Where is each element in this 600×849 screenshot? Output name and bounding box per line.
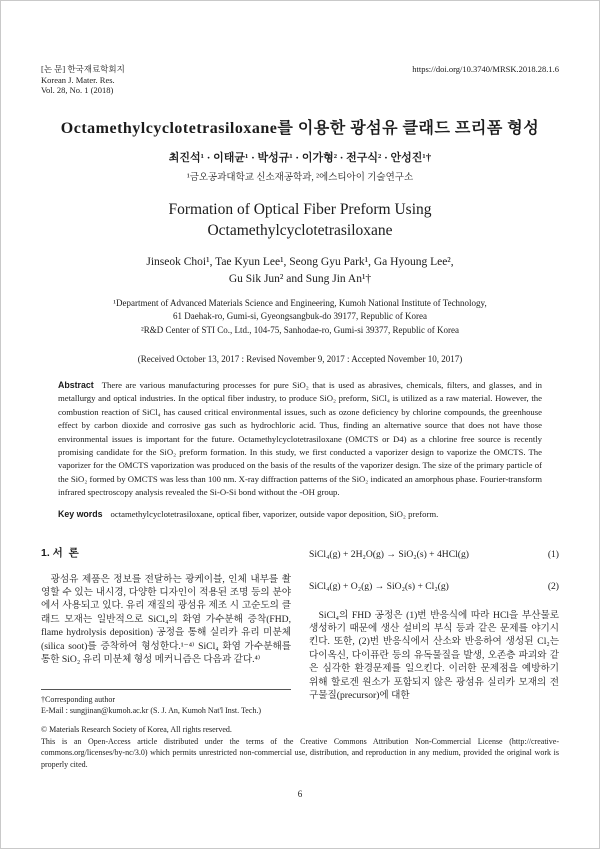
equation-1-number: (1) [547, 548, 559, 560]
keywords-text: octamethylcyclotetrasiloxane, optical fiber, vaporizer, outside vapor deposition, SiO₂ preform. [110, 508, 439, 519]
authors-english-line2: Gu Sik Jun² and Sung Jin An¹† [228, 272, 372, 285]
abstract-label: Abstract [58, 380, 94, 390]
equation-2-number: (2) [547, 580, 559, 592]
authors-korean: 최진석¹ · 이태균¹ · 박성규¹ · 이가형² · 전구식² · 안성진¹† [168, 151, 432, 164]
title-english [41, 199, 559, 241]
page-number: 6 [297, 789, 303, 799]
equation-2 [309, 581, 559, 592]
authors-english [41, 254, 559, 288]
received-dates: (Received October 13, 2017 : Revised November 9, 2017 : Accepted November 10, 2017) [137, 354, 463, 364]
journal-name-en: Korean J. Mater. Res. [41, 74, 115, 85]
page-header [41, 64, 559, 96]
corresponding-author-note: †Corresponding author [41, 695, 115, 704]
title-korean: Octamethylcyclotetrasiloxane를 이용한 광섬유 클래드 프리폼 형성 [60, 119, 540, 137]
section-1-heading: 1. 서 론 [41, 546, 79, 559]
affiliation2: ²R&D Center of STI Co., Ltd., 104-75, Sanhodae-ro, Gumi-si 39377, Republic of Korea [141, 324, 459, 335]
affiliation-korean: ¹금오공과대학교 신소재공학과, ²에스티아이 기술연구소 [186, 172, 414, 183]
section-1-left-paragraph: 광섬유 제품은 정보를 전달하는 광케이블, 인체 내부를 촬영할 수 있는 내시경, 다양한 디자인이 적용된 조명 등의 분야에서 사용되고 있다. 유리 재질의 광섬유 제조 시 고순도의 클래드 모재는 일반적으로 SiCl₄의 화염 가수분해 증착(FHD, flame hydrolysis deposition) 공정을 통해 실리카 유리 미분체(silica soot)를 증착하여 형성한다.¹⁻⁴⁾ SiCl₄ 화염 가수분해를 통한 SiO₂ 유리 미분체 형성 메커니즘은 다음과 같다.⁴⁾ [41, 573, 291, 666]
authors-english-line1: Jinseok Choi¹, Tae Kyun Lee¹, Seong Gyu Park¹, Ga Hyoung Lee², [146, 255, 454, 268]
affiliations-english [41, 297, 559, 338]
journal-category: [논 문] 한국재료학회지 [41, 64, 125, 74]
affiliation1-line1: ¹Department of Advanced Materials Science and Engineering, Kumoh National Institute of Technology, [113, 297, 487, 308]
journal-volume: Vol. 28, No. 1 (2018) [41, 85, 114, 95]
keywords-line [58, 509, 542, 519]
abstract-text: There are various manufacturing processes for pure SiO₂ that is used as abrasives, chemicals, filters, and glasses, and in metallurgy and optical industries. In the optical fiber industry, to produce SiO₂ preform, SiCl₄ is utilized as a raw material. However, the combustion reaction of SiCl₄ has caused critical environmental issues, such as ozone deficiency by chlorine compounds, the greenhouse effect by carbon dioxide and corrosive gas such as hydrochloric acid. Thus, finding an alternative source that does not have those environmental issues is important for the future. Octamethylcyclotetrasiloxane (OMCTS or D4) as a chlorine free source is recently promising candidate for the SiO₂ preform formation. In this study, we first conducted a vaporizer design to vaporize the OMCTS. The vaporizer for the OMCTS vaporization was produced on the basis of the results of the vaporizer design. The size of the primary particle of the SiO₂ formed by OMCTS was less than 100 nm. X-ray diffraction patterns of the SiO₂ indicated an amorphous phase. Fourier-transform infrared spectroscopy analysis revealed the Si-O-Si bond without the -OH group. [58, 380, 542, 498]
doi-link[interactable]: https://doi.org/10.3740/MRSK.2018.28.1.6 [412, 64, 559, 74]
footnote-divider [41, 689, 291, 690]
title-english-line2: Octamethylcyclotetrasiloxane [207, 221, 393, 239]
abstract-paragraph [58, 379, 542, 500]
corresponding-author-email[interactable]: E-Mail : sungjinan@kumoh.ac.kr (S. J. An, Kumoh Nat'l Inst. Tech.) [41, 706, 262, 715]
section-1-right-paragraph: SiCl₄의 FHD 공정은 (1)번 반응식에 따라 HCl을 부산물로 생성하기 때문에 생산 설비의 부식 등과 같은 문제를 야기시킨다. 또한, (2)번 반응식에서 산소와 반응하여 생성된 Cl₂는 다이옥신, 다이퓨란 등의 유독물질을 발생, 오존층 파괴와 같은 심각한 환경문제를 일으킨다. 이러한 문제점을 예방하기 위해 할로겐 원소가 포함되지 않은 광섬유 실리카 모재의 전구물질(precursor)에 대한 [309, 609, 559, 702]
copyright-block [41, 724, 559, 770]
journal-info [41, 64, 125, 96]
copyright-line: © Materials Research Society of Korea, All rights reserved. [41, 725, 232, 734]
footnote-area [41, 689, 559, 770]
title-english-line1: Formation of Optical Fiber Preform Using [168, 200, 432, 218]
left-column [41, 545, 291, 703]
right-column [309, 545, 559, 703]
body-columns [41, 545, 559, 703]
affiliation1-line2: 61 Daehak-ro, Gumi-si, Gyeongsangbuk-do 39177, Republic of Korea [173, 311, 427, 321]
equation-1-formula: SiCl₄(g) + 2H₂O(g) → SiO₂(s) + 4HCl(g) [309, 548, 469, 560]
equation-2-formula: SiCl₄(g) + O₂(g) → SiO₂(s) + Cl₂(g) [309, 580, 449, 592]
license-text: This is an Open-Access article distributed under the terms of the Creative Commons Attribution Non-Commercial License (http://creative-commons.org/licenses/by-nc/3.0) which permits unrestricted non-commercial use, distribution, and reproduction in any medium, provided the original work is properly cited. [41, 736, 559, 769]
equation-1 [309, 549, 559, 560]
keywords-label: Key words [58, 508, 103, 519]
